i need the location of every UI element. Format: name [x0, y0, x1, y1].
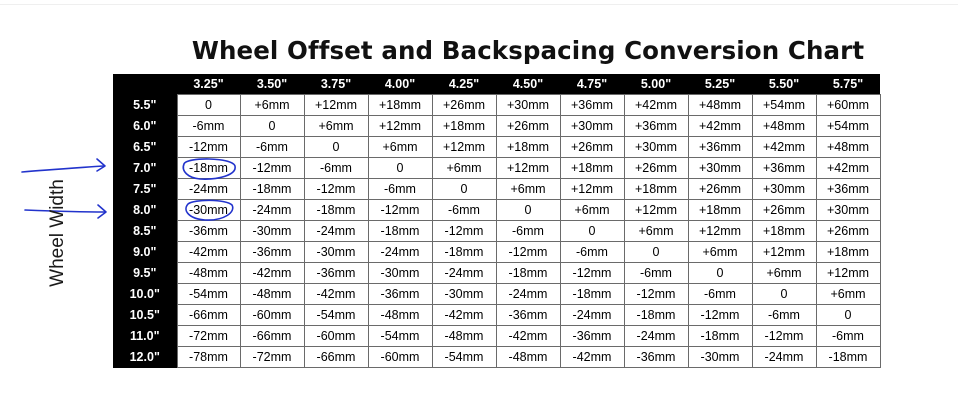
offset-cell: -6mm: [496, 221, 560, 242]
offset-cell: -12mm: [624, 284, 688, 305]
offset-cell: +26mm: [432, 95, 496, 116]
offset-cell: -66mm: [304, 347, 368, 368]
offset-cell: -6mm: [688, 284, 752, 305]
offset-cell: +30mm: [560, 116, 624, 137]
offset-cell: +12mm: [432, 137, 496, 158]
offset-cell: +30mm: [496, 95, 560, 116]
offset-cell: -60mm: [368, 347, 432, 368]
offset-cell: -18mm: [240, 179, 304, 200]
offset-cell: -72mm: [240, 347, 304, 368]
offset-cell: +42mm: [688, 116, 752, 137]
offset-cell: -48mm: [177, 263, 240, 284]
offset-cell: -54mm: [432, 347, 496, 368]
offset-cell: -18mm: [304, 200, 368, 221]
offset-cell: -54mm: [177, 284, 240, 305]
offset-cell: -18mm: [368, 221, 432, 242]
row-header: 7.5": [113, 179, 177, 200]
offset-cell: -24mm: [432, 263, 496, 284]
arrowhead-row-7-0: [97, 159, 105, 171]
offset-cell: -12mm: [688, 305, 752, 326]
offset-cell: 0: [752, 284, 816, 305]
offset-cell: +48mm: [752, 116, 816, 137]
row-header: 10.5": [113, 305, 177, 326]
offset-cell: 0: [688, 263, 752, 284]
offset-cell: -36mm: [560, 326, 624, 347]
offset-cell: -48mm: [368, 305, 432, 326]
offset-cell: -30mm: [368, 263, 432, 284]
offset-cell: 0: [177, 95, 240, 116]
offset-cell: -36mm: [368, 284, 432, 305]
offset-cell: +18mm: [816, 242, 880, 263]
offset-cell: +6mm: [240, 95, 304, 116]
offset-cell: -42mm: [177, 242, 240, 263]
offset-cell: -12mm: [368, 200, 432, 221]
offset-cell: +48mm: [816, 137, 880, 158]
offset-cell: +36mm: [560, 95, 624, 116]
row-header: 8.0": [113, 200, 177, 221]
offset-cell: -24mm: [624, 326, 688, 347]
offset-cell: +12mm: [496, 158, 560, 179]
circle-minus-18mm: [183, 159, 235, 179]
offset-cell: -6mm: [177, 116, 240, 137]
offset-cell: -12mm: [752, 326, 816, 347]
offset-cell: -12mm: [304, 179, 368, 200]
row-header: 9.0": [113, 242, 177, 263]
offset-cell: -12mm: [496, 242, 560, 263]
offset-cell: -54mm: [368, 326, 432, 347]
offset-cell: +6mm: [688, 242, 752, 263]
offset-cell: +26mm: [496, 116, 560, 137]
offset-cell: +12mm: [816, 263, 880, 284]
offset-cell: -78mm: [177, 347, 240, 368]
offset-cell: +36mm: [816, 179, 880, 200]
offset-cell: 0: [816, 305, 880, 326]
offset-cell: -18mm: [816, 347, 880, 368]
offset-cell: +12mm: [688, 221, 752, 242]
offset-cell: -24mm: [560, 305, 624, 326]
offset-cell: +18mm: [368, 95, 432, 116]
offset-cell: +42mm: [816, 158, 880, 179]
offset-cell: -30mm: [304, 242, 368, 263]
chart-title: Wheel Offset and Backspacing Conversion Chart: [191, 36, 865, 65]
offset-cell: -18mm: [624, 305, 688, 326]
offset-cell: -18mm: [432, 242, 496, 263]
column-header: 3.50": [240, 74, 304, 95]
offset-cell: +60mm: [816, 95, 880, 116]
offset-cell: -60mm: [240, 305, 304, 326]
column-header: 4.50": [496, 74, 560, 95]
offset-cell: +18mm: [688, 200, 752, 221]
offset-cell: +26mm: [560, 137, 624, 158]
offset-cell: +18mm: [560, 158, 624, 179]
offset-cell: -18mm: [688, 326, 752, 347]
offset-cell: -36mm: [624, 347, 688, 368]
offset-cell: +42mm: [752, 137, 816, 158]
offset-cell: +12mm: [752, 242, 816, 263]
row-header: 12.0": [113, 347, 177, 368]
offset-cell: -12mm: [177, 137, 240, 158]
offset-cell: +12mm: [560, 179, 624, 200]
column-header: 3.75": [304, 74, 368, 95]
offset-cell: +30mm: [624, 137, 688, 158]
offset-cell: 0: [240, 116, 304, 137]
offset-cell: +30mm: [752, 179, 816, 200]
offset-cell: -48mm: [240, 284, 304, 305]
offset-cell: -42mm: [432, 305, 496, 326]
offset-cell: +12mm: [368, 116, 432, 137]
offset-cell: -60mm: [304, 326, 368, 347]
offset-cell: -36mm: [177, 221, 240, 242]
row-header: 8.5": [113, 221, 177, 242]
offset-cell: -42mm: [304, 284, 368, 305]
offset-cell: -6mm: [624, 263, 688, 284]
offset-cell: 0: [624, 242, 688, 263]
offset-cell: +48mm: [688, 95, 752, 116]
offset-cell: +26mm: [688, 179, 752, 200]
offset-cell: +6mm: [496, 179, 560, 200]
offset-cell: +36mm: [688, 137, 752, 158]
offset-cell: +30mm: [688, 158, 752, 179]
offset-cell: +18mm: [432, 116, 496, 137]
offset-cell: +30mm: [816, 200, 880, 221]
offset-cell: +18mm: [624, 179, 688, 200]
offset-cell: -30mm: [240, 221, 304, 242]
offset-cell: -42mm: [240, 263, 304, 284]
offset-cell: -48mm: [496, 347, 560, 368]
offset-cell: +26mm: [752, 200, 816, 221]
offset-cell: -42mm: [560, 347, 624, 368]
wheel-width-label: Wheel Width: [47, 179, 68, 287]
column-header: 5.50": [752, 74, 816, 95]
row-header: 6.5": [113, 137, 177, 158]
offset-cell: -36mm: [496, 305, 560, 326]
offset-cell: -66mm: [240, 326, 304, 347]
column-header: 5.75": [816, 74, 880, 95]
offset-cell: -66mm: [177, 305, 240, 326]
offset-cell: -24mm: [304, 221, 368, 242]
offset-cell: -12mm: [432, 221, 496, 242]
offset-cell: +54mm: [752, 95, 816, 116]
offset-cell: -6mm: [368, 179, 432, 200]
offset-cell: -6mm: [432, 200, 496, 221]
offset-cell: +6mm: [304, 116, 368, 137]
offset-cell: -30mm: [432, 284, 496, 305]
offset-cell: -72mm: [177, 326, 240, 347]
offset-cell: -36mm: [304, 263, 368, 284]
offset-cell: +42mm: [624, 95, 688, 116]
column-header: 4.00": [368, 74, 432, 95]
offset-cell: +6mm: [752, 263, 816, 284]
offset-cell: -6mm: [752, 305, 816, 326]
offset-cell: 0: [496, 200, 560, 221]
column-header: 5.00": [624, 74, 688, 95]
offset-cell: +6mm: [624, 221, 688, 242]
row-header: 5.5": [113, 95, 177, 116]
offset-cell: -24mm: [496, 284, 560, 305]
offset-cell: +26mm: [624, 158, 688, 179]
column-header: 4.25": [432, 74, 496, 95]
offset-cell: -42mm: [496, 326, 560, 347]
offset-cell: +6mm: [432, 158, 496, 179]
offset-cell: +12mm: [304, 95, 368, 116]
column-header: 4.75": [560, 74, 624, 95]
offset-cell: +26mm: [816, 221, 880, 242]
row-header: 6.0": [113, 116, 177, 137]
offset-cell: -6mm: [560, 242, 624, 263]
offset-cell: +6mm: [560, 200, 624, 221]
circle-minus-30mm: [186, 200, 233, 220]
offset-cell: 0: [560, 221, 624, 242]
row-header: 9.5": [113, 263, 177, 284]
offset-cell: +36mm: [624, 116, 688, 137]
offset-cell: -12mm: [560, 263, 624, 284]
offset-cell: -18mm: [496, 263, 560, 284]
offset-cell: -6mm: [816, 326, 880, 347]
row-header: 10.0": [113, 284, 177, 305]
offset-cell: +6mm: [816, 284, 880, 305]
offset-cell: -36mm: [240, 242, 304, 263]
offset-cell: -6mm: [304, 158, 368, 179]
offset-cell: -18mm: [177, 158, 240, 179]
row-header: 11.0": [113, 326, 177, 347]
offset-cell: -6mm: [240, 137, 304, 158]
offset-cell: -18mm: [560, 284, 624, 305]
offset-cell: +54mm: [816, 116, 880, 137]
offset-cell: +36mm: [752, 158, 816, 179]
offset-cell: +12mm: [624, 200, 688, 221]
column-header: 5.25": [688, 74, 752, 95]
offset-cell: -24mm: [752, 347, 816, 368]
offset-cell: -24mm: [240, 200, 304, 221]
offset-cell: -48mm: [432, 326, 496, 347]
offset-cell: +18mm: [496, 137, 560, 158]
offset-cell: 0: [304, 137, 368, 158]
offset-cell: -24mm: [177, 179, 240, 200]
row-header: 7.0": [113, 158, 177, 179]
offset-cell: -30mm: [177, 200, 240, 221]
offset-cell: -24mm: [368, 242, 432, 263]
offset-cell: +18mm: [752, 221, 816, 242]
offset-cell: -30mm: [688, 347, 752, 368]
offset-cell: -54mm: [304, 305, 368, 326]
offset-cell: 0: [432, 179, 496, 200]
offset-cell: 0: [368, 158, 432, 179]
column-header: 3.25": [177, 74, 240, 95]
offset-cell: -12mm: [240, 158, 304, 179]
offset-cell: +6mm: [368, 137, 432, 158]
